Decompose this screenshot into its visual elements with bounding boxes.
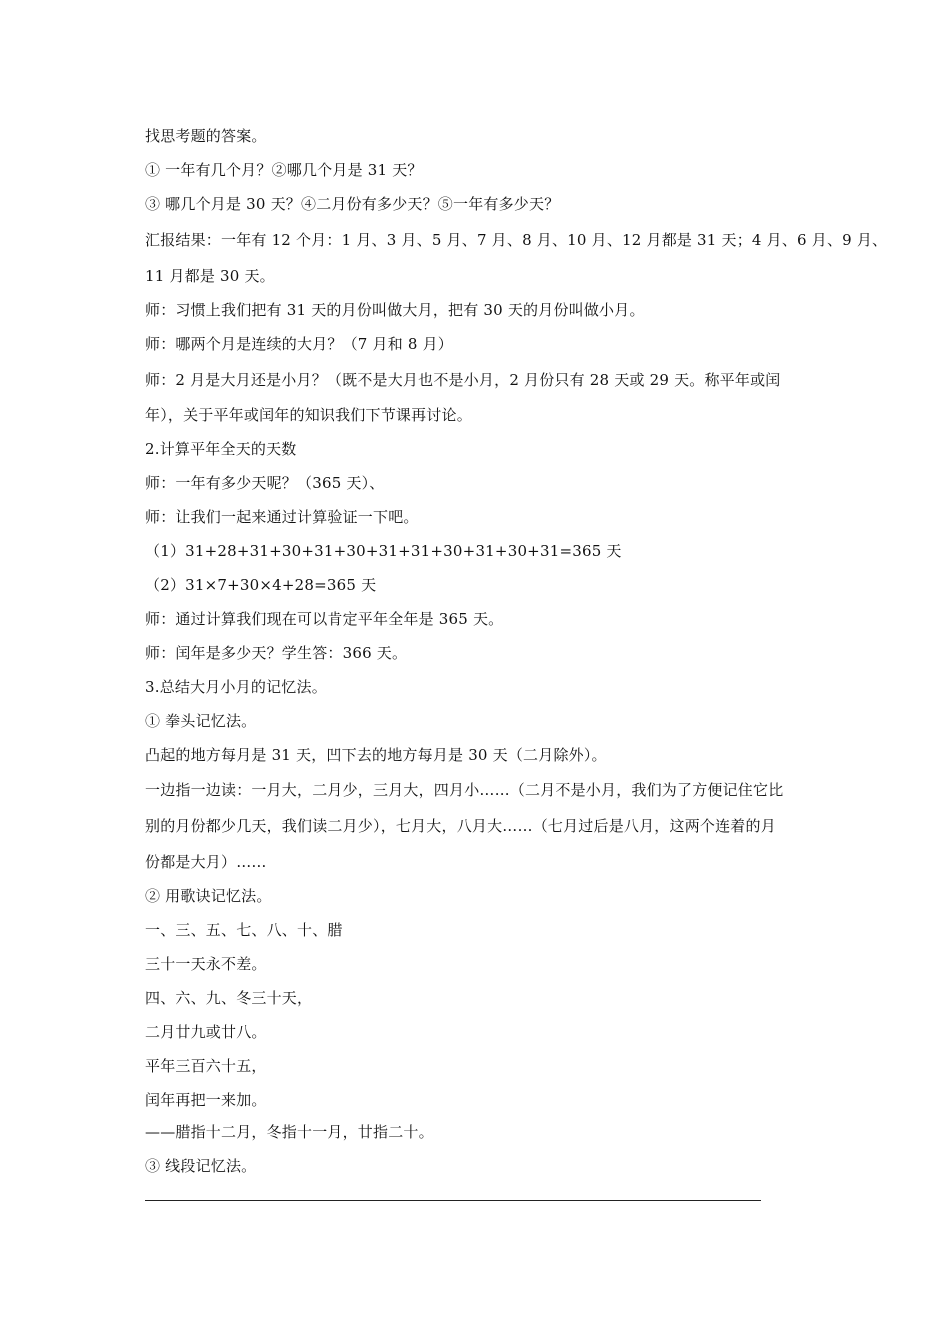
text-line: 师：哪两个月是连续的大月？（7 月和 8 月） bbox=[145, 335, 453, 353]
text-line: 找思考题的答案。 bbox=[145, 127, 267, 145]
text-line: 一边指一边读：一月大，二月少，三月大，四月小……（二月不是小月，我们为了方便记住它比 bbox=[145, 781, 784, 799]
text-line: 师：一年有多少天呢？（365 天）、 bbox=[145, 474, 385, 492]
text-line: ② 用歌诀记忆法。 bbox=[145, 887, 272, 905]
equation-line: （2）31×7+30×4+28=365 天 bbox=[145, 576, 377, 594]
section-heading: 3.总结大月小月的记忆法。 bbox=[145, 678, 327, 696]
text-line: 凸起的地方每月是 31 天，凹下去的地方每月是 30 天（二月除外）。 bbox=[145, 746, 607, 764]
text-line: ③ 哪几个月是 30 天？④二月份有多少天？⑤一年有多少天？ bbox=[145, 195, 560, 213]
text-line: ——腊指十二月，冬指十一月，廿指二十。 bbox=[145, 1123, 434, 1141]
text-line: 汇报结果：一年有 12 个月：1 月、3 月、5 月、7 月、8 月、10 月、12 月都是 31 天；4 月、6 月、9 月、 bbox=[145, 231, 888, 249]
text-line: 师：通过计算我们现在可以肯定平年全年是 365 天。 bbox=[145, 610, 504, 628]
rhyme-line: 一、三、五、七、八、十、腊 bbox=[145, 921, 343, 939]
text-line: 师：让我们一起来通过计算验证一下吧。 bbox=[145, 508, 419, 526]
text-line: 份都是大月）…… bbox=[145, 853, 267, 871]
text-line: 师：习惯上我们把有 31 天的月份叫做大月，把有 30 天的月份叫做小月。 bbox=[145, 301, 645, 319]
text-line: ③ 线段记忆法。 bbox=[145, 1157, 257, 1175]
section-heading: 2.计算平年全天的天数 bbox=[145, 440, 297, 458]
rhyme-line: 四、六、九、冬三十天， bbox=[145, 989, 313, 1007]
text-line: ① 拳头记忆法。 bbox=[145, 712, 257, 730]
text-line: 别的月份都少几天，我们读二月少），七月大，八月大……（七月过后是八月，这两个连着的月 bbox=[145, 817, 776, 835]
rhyme-line: 三十一天永不差。 bbox=[145, 955, 267, 973]
text-line: 11 月都是 30 天。 bbox=[145, 267, 275, 285]
text-line: 师：闰年是多少天？学生答：366 天。 bbox=[145, 644, 408, 662]
rhyme-line: 闰年再把一来加。 bbox=[145, 1091, 267, 1109]
text-line: ① 一年有几个月？②哪几个月是 31 天？ bbox=[145, 161, 423, 179]
footer-rule bbox=[145, 1200, 761, 1201]
equation-line: （1）31+28+31+30+31+30+31+31+30+31+30+31=365 天 bbox=[145, 542, 622, 560]
rhyme-line: 二月廿九或廿八。 bbox=[145, 1023, 267, 1041]
text-line: 师：2 月是大月还是小月？（既不是大月也不是小月，2 月份只有 28 天或 29 天。称平年或闰 bbox=[145, 371, 781, 389]
text-line: 年），关于平年或闰年的知识我们下节课再讨论。 bbox=[145, 406, 472, 424]
rhyme-line: 平年三百六十五， bbox=[145, 1057, 267, 1075]
